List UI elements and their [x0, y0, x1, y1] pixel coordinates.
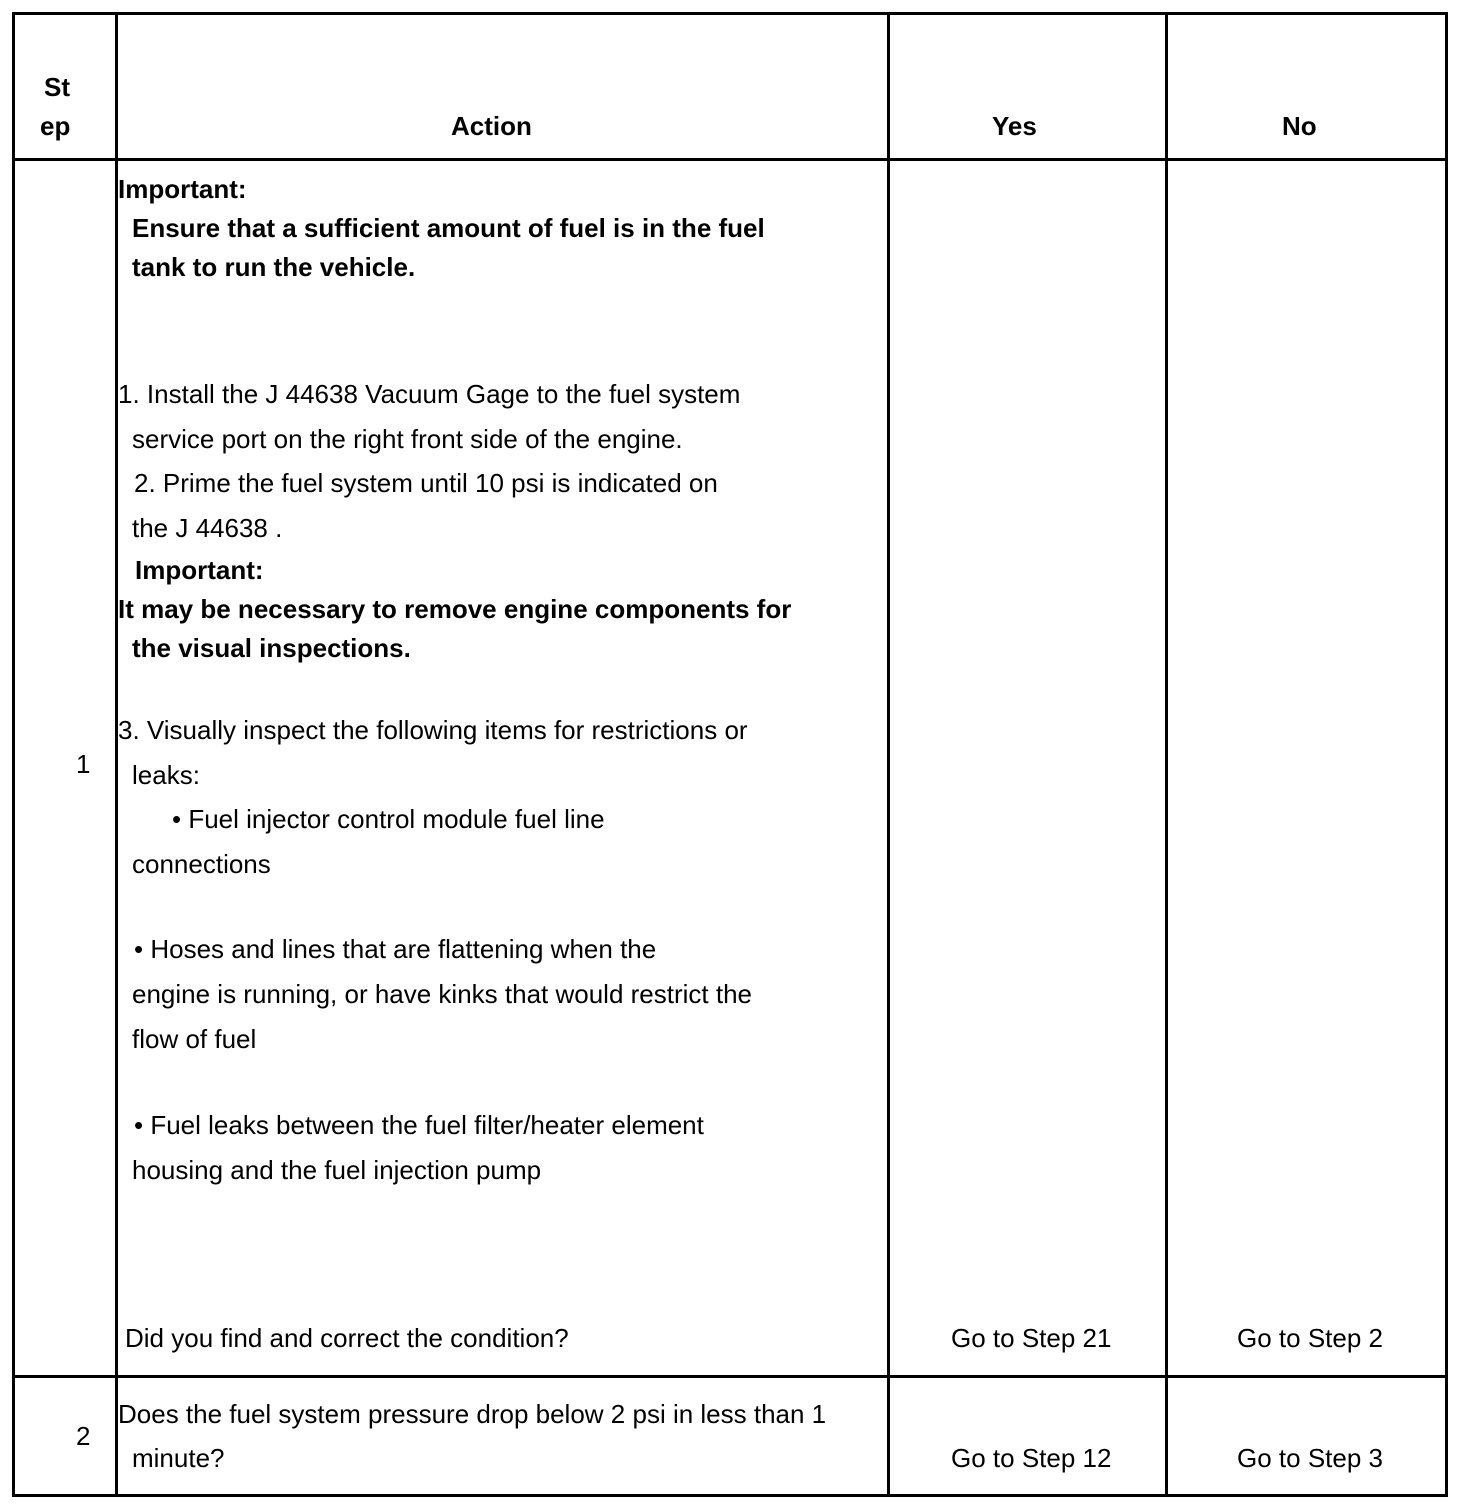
important-text: It may be necessary to remove engine components for — [118, 594, 792, 624]
header-no: No — [1282, 111, 1317, 141]
no-result: Go to Step 3 — [1237, 1443, 1383, 1473]
header-step-line2: ep — [40, 111, 71, 141]
bullet-item: connections — [132, 849, 271, 879]
bullet-item: • Fuel injector control module fuel line — [172, 804, 605, 834]
list-item: 3. Visually inspect the following items for restrictions or — [118, 715, 748, 745]
list-item: service port on the right front side of the engine. — [132, 424, 683, 454]
bullet-item: housing and the fuel injection pump — [132, 1155, 542, 1185]
important-text: the visual inspections. — [132, 633, 411, 663]
list-item: 2. Prime the fuel system until 10 psi is indicated on — [134, 468, 718, 498]
important-text: Ensure that a sufficient amount of fuel is in the fuel — [132, 213, 765, 243]
bullet-item: flow of fuel — [132, 1024, 257, 1054]
header-step-line1: St — [44, 72, 70, 102]
important-label: Important: — [118, 174, 247, 204]
important-text: tank to run the vehicle. — [132, 252, 416, 282]
question-text: Did you find and correct the condition? — [125, 1323, 569, 1353]
bullet-item: • Fuel leaks between the fuel filter/heater element — [134, 1110, 704, 1140]
step-number: 2 — [76, 1421, 91, 1451]
bullet-item: • Hoses and lines that are flattening when the — [134, 934, 657, 964]
header-yes: Yes — [992, 111, 1037, 141]
step-number: 1 — [76, 749, 91, 779]
column-divider — [115, 15, 118, 1494]
list-item: 1. Install the J 44638 Vacuum Gage to the fuel system — [118, 379, 741, 409]
bullet-item: engine is running, or have kinks that would restrict the — [132, 979, 753, 1009]
yes-result: Go to Step 21 — [951, 1323, 1112, 1353]
list-item: leaks: — [132, 760, 200, 790]
no-result: Go to Step 2 — [1237, 1323, 1383, 1353]
row-divider — [15, 158, 1445, 161]
yes-result: Go to Step 12 — [951, 1443, 1112, 1473]
question-text: Does the fuel system pressure drop below 2 psi in less than 1 — [118, 1399, 827, 1429]
question-text: minute? — [132, 1443, 225, 1473]
row-divider — [15, 1375, 1445, 1378]
column-divider — [887, 15, 890, 1494]
list-item: the J 44638 . — [132, 513, 283, 543]
column-divider — [1165, 15, 1168, 1494]
header-action: Action — [451, 111, 532, 141]
important-label: Important: — [135, 555, 264, 585]
